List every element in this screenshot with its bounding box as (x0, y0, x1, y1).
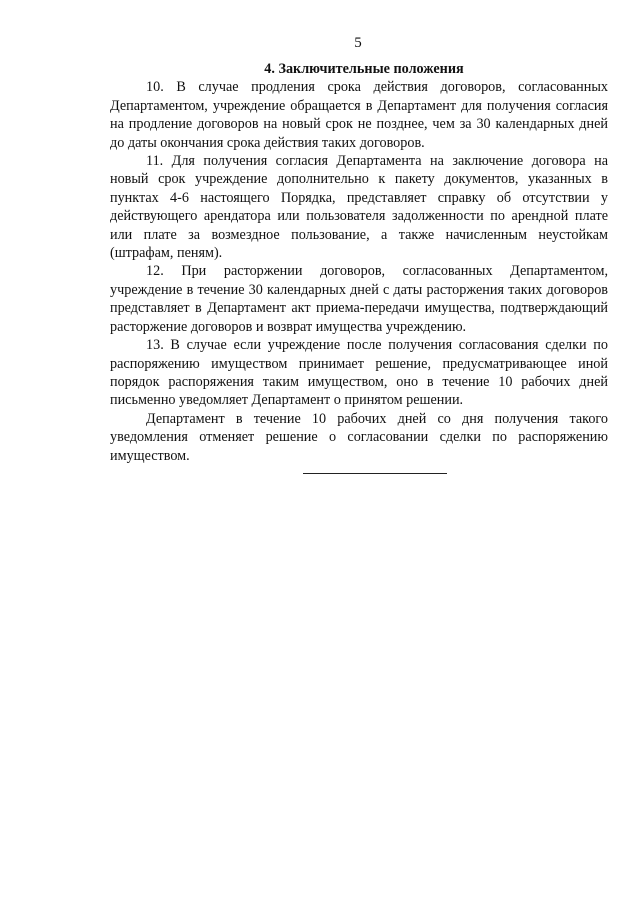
paragraph-13: 13. В случае если учреждение после получения согласования сделки по распоряжению имуществом принимает решение, предусматривающее иной порядок распоряжения таким имуществом, оно в течение 10 рабочих дней письменно уведомляет Департамент о принятом решении. (110, 337, 608, 409)
end-of-document-divider (303, 473, 447, 474)
paragraph-10: 10. В случае продления срока действия договоров, согласованных Департаментом, учреждение обращается в Департамент для получения согласия на продление договоров на новый срок не позднее, чем за 30 календарных дней до даты окончания срока действия таких договоров. (110, 79, 608, 151)
document-body (110, 60, 608, 465)
paragraph-12: 12. При расторжении договоров, согласованных Департаментом, учреждение в течение 30 календарных дней с даты расторжения таких договоров представляет в Департамент акт приема-передачи имущества, подтверждающий расторжение договоров и возврат имущества учреждению. (110, 263, 608, 335)
page-number: 5 (354, 35, 362, 51)
paragraph-13-continuation: Департамент в течение 10 рабочих дней со дня получения такого уведомления отменяет решение о согласовании сделки по распоряжению имуществом. (110, 410, 608, 464)
paragraph-11: 11. Для получения согласия Департамента на заключение договора на новый срок учреждение дополнительно к пакету документов, указанных в пунктах 4-6 настоящего Порядка, представляет справку об отсутствии у действующего арендатора или пользователя задолженности по арендной плате или плате за возмездное пользование, а также начисленным неустойкам (штрафам, пеням). (110, 153, 608, 262)
section-title: 4. Заключительные положения (264, 61, 464, 77)
